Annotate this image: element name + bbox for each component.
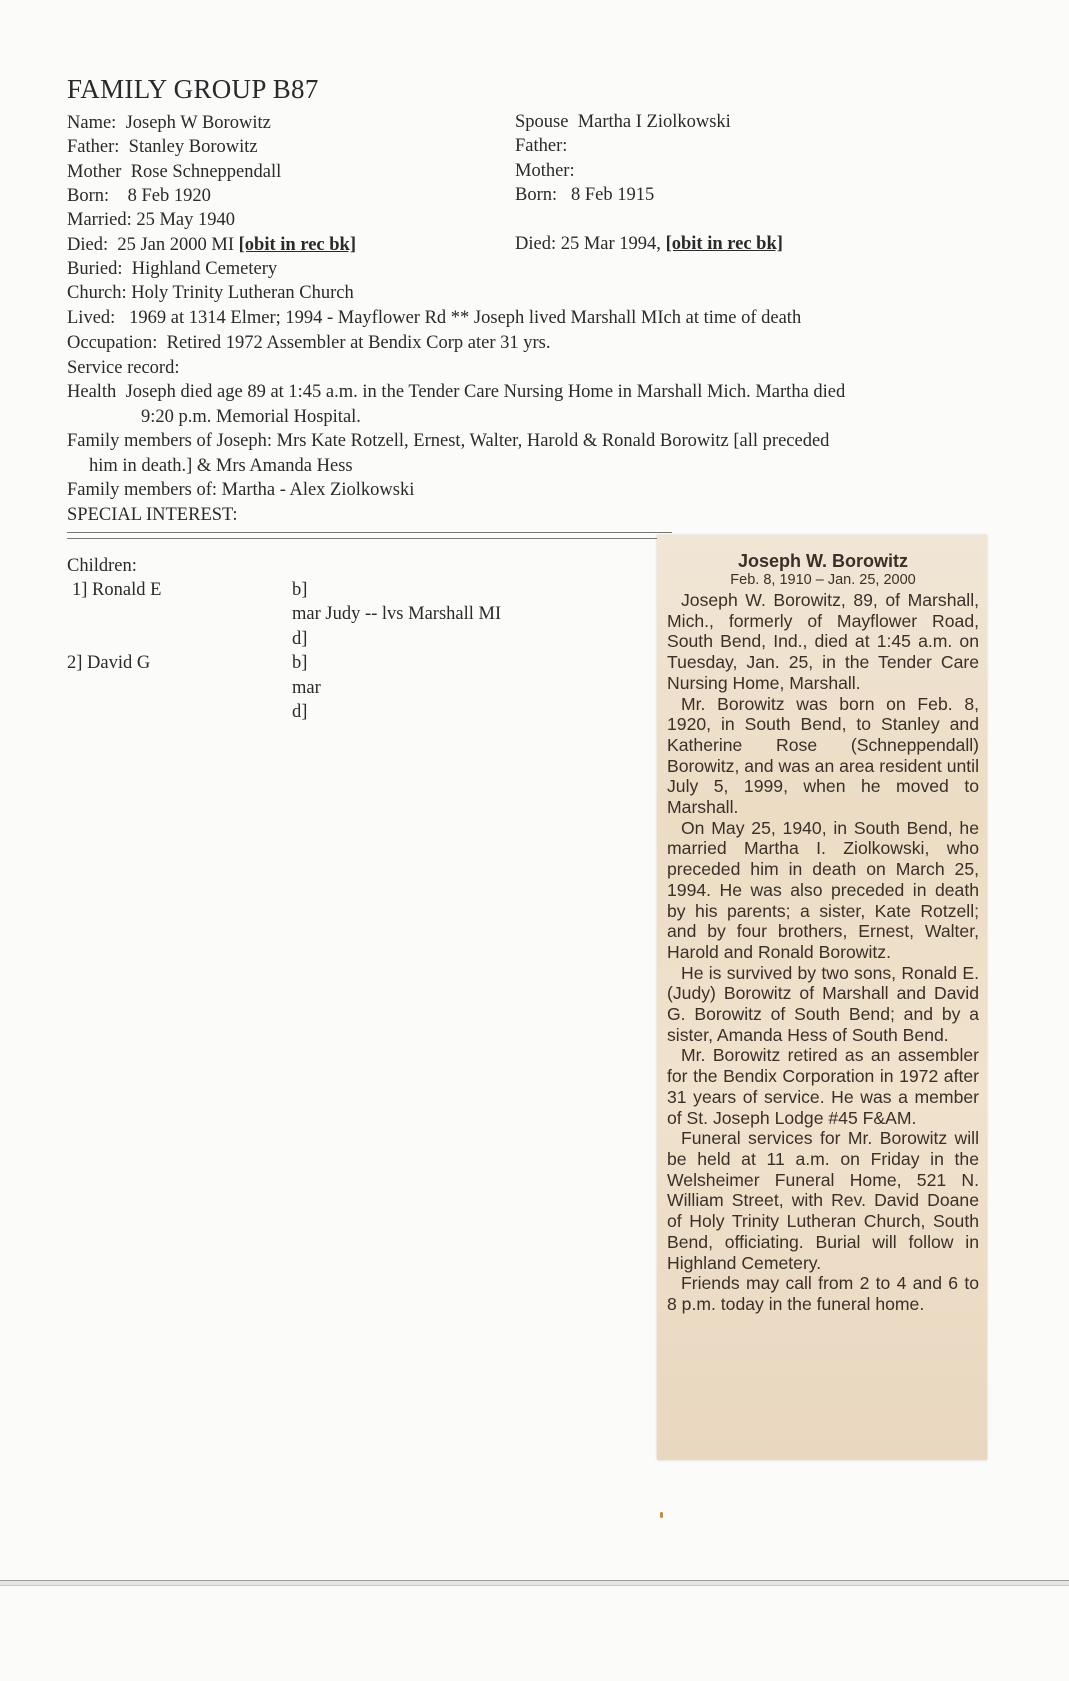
obituary-paragraph: Mr. Borowitz was born on Feb. 8, 1920, in South Bend, to Stanley and Katherine Rose (Schneppendall) Borowitz, and was an area resident until July 5, 1999, when he moved to Marshall. bbox=[667, 693, 979, 818]
spouse-born-label: Born: bbox=[515, 185, 558, 205]
obit-note: [obit in rec bk] bbox=[238, 235, 356, 255]
spouse-label: Spouse bbox=[515, 112, 569, 132]
family-martha: Family members of: Martha - Alex Ziolkowski bbox=[67, 480, 415, 500]
obituary-paragraph: He is survived by two sons, Ronald E. (Judy) Borowitz of Marshall and David G. Borowitz of South Bend; and by a sister, Amanda Hess of South Bend. bbox=[667, 962, 979, 1045]
person-church: Holy Trinity Lutheran Church bbox=[131, 283, 354, 303]
spouse-name: Martha I Ziolkowski bbox=[577, 112, 731, 132]
person-died: 25 Jan 2000 MI bbox=[117, 235, 235, 255]
child-name: 1] Ronald E bbox=[72, 580, 162, 600]
person-born-row bbox=[67, 184, 211, 208]
health-text-1: Joseph died age 89 at 1:45 a.m. in the Tender Care Nursing Home in Marshall Mich. Martha died bbox=[125, 382, 846, 402]
obituary-title: Joseph W. Borowitz bbox=[737, 551, 908, 571]
person-father: Stanley Borowitz bbox=[128, 137, 258, 157]
spouse-obit-note: [obit in rec bk] bbox=[665, 234, 783, 254]
spouse-died-row bbox=[515, 232, 783, 256]
lived-text: 1969 at 1314 Elmer; 1994 - Mayflower Rd ** Joseph lived Marshall MIch at time of death bbox=[129, 308, 802, 328]
person-mother: Rose Schneppendall bbox=[130, 162, 282, 182]
person-mother-row bbox=[67, 160, 281, 184]
separator-line bbox=[67, 532, 672, 539]
obituary-paragraph: Joseph W. Borowitz, 89, of Marshall, Mich., formerly of Mayflower Road, South Bend, Ind., died at 1:45 a.m. on Tuesday, Jan. 25, in the Tender Care Nursing Home, Marshall. bbox=[667, 590, 979, 693]
person-father-row bbox=[67, 135, 258, 159]
obituary-paragraph: On May 25, 1940, in South Bend, he married Martha I. Ziolkowski, who preceded him in death on March 25, 1994. He was also preceded in death by his parents; a sister, Kate Rotzell; and by four brothers, Ernest, Walter, Harold and Ronald Borowitz. bbox=[667, 817, 979, 962]
health-label: Health bbox=[67, 382, 117, 402]
obituary-clipping bbox=[657, 535, 987, 1460]
married-label: Married: bbox=[67, 210, 132, 230]
occupation-text: Retired 1972 Assembler at Bendix Corp ater 31 yrs. bbox=[166, 333, 551, 353]
mother-label: Mother bbox=[67, 162, 122, 182]
person-born: 8 Feb 1920 bbox=[127, 186, 211, 206]
occupation-label: Occupation: bbox=[67, 333, 158, 353]
health-text-2: 9:20 p.m. Memorial Hospital. bbox=[141, 407, 361, 427]
child-married: mar Judy -- lvs Marshall MI bbox=[292, 604, 502, 624]
spouse-name-row bbox=[515, 110, 731, 134]
obituary-dates: Feb. 8, 1910 – Jan. 25, 2000 bbox=[730, 572, 916, 588]
spouse-mother-row bbox=[515, 159, 575, 183]
paper-speck bbox=[660, 1512, 663, 1518]
person-name-row bbox=[67, 111, 271, 135]
scan-bottom-edge bbox=[0, 1580, 1069, 1586]
person-name: Joseph W Borowitz bbox=[125, 113, 271, 133]
lived-row bbox=[67, 306, 801, 330]
person-church-row bbox=[67, 281, 354, 305]
person-married: 25 May 1940 bbox=[136, 210, 236, 230]
person-buried: Highland Cemetery bbox=[131, 259, 278, 279]
obituary-paragraph: Friends may call from 2 to 4 and 6 to 8 p.m. today in the funeral home. bbox=[667, 1273, 979, 1314]
spouse-father-row bbox=[515, 134, 567, 158]
occupation-row bbox=[67, 331, 550, 355]
person-buried-row bbox=[67, 257, 277, 281]
obituary-body bbox=[667, 590, 979, 1315]
page-title: FAMILY GROUP B87 bbox=[67, 74, 319, 104]
buried-label: Buried: bbox=[67, 259, 123, 279]
family-joseph-1: Family members of Joseph: Mrs Kate Rotzell, Ernest, Walter, Harold & Ronald Borowitz [all preceded bbox=[67, 431, 830, 451]
person-married-row bbox=[67, 208, 235, 232]
children-label: Children: bbox=[67, 556, 137, 576]
father-label: Father: bbox=[67, 137, 120, 157]
health-row bbox=[67, 380, 845, 404]
child-born: b] bbox=[292, 580, 308, 600]
spouse-born-row bbox=[515, 183, 654, 207]
spouse-died-label: Died: bbox=[515, 234, 557, 254]
church-label: Church: bbox=[67, 283, 127, 303]
service-record-label: Service record: bbox=[67, 358, 180, 378]
child-died: d] bbox=[292, 629, 308, 649]
spouse-mother-label: Mother: bbox=[515, 161, 575, 181]
child-name: 2] David G bbox=[67, 653, 151, 673]
person-died-row bbox=[67, 233, 356, 257]
lived-label: Lived: bbox=[67, 308, 116, 328]
child-born: b] bbox=[292, 653, 308, 673]
spouse-father-label: Father: bbox=[515, 136, 568, 156]
obituary-paragraph: Funeral services for Mr. Borowitz will be held at 11 a.m. on Friday in the Welsheimer Funeral Home, 521 N. William Street, with Rev. David Doane of Holy Trinity Lutheran Church, South Bend, officiating. Burial will follow in Highland Cemetery. bbox=[667, 1128, 979, 1273]
spouse-died: 25 Mar 1994, bbox=[560, 234, 661, 254]
child-married: mar bbox=[292, 678, 321, 698]
obituary-paragraph: Mr. Borowitz retired as an assembler for the Bendix Corporation in 1972 after 31 years of service. He was a member of St. Joseph Lodge #45 F&AM. bbox=[667, 1045, 979, 1128]
special-interest-label: SPECIAL INTEREST: bbox=[67, 505, 238, 525]
spouse-born: 8 Feb 1915 bbox=[571, 185, 655, 205]
died-label: Died: bbox=[67, 235, 109, 255]
born-label: Born: bbox=[67, 186, 110, 206]
name-label: Name: bbox=[67, 113, 117, 133]
child-died: d] bbox=[292, 702, 308, 722]
family-joseph-2: him in death.] & Mrs Amanda Hess bbox=[89, 456, 353, 476]
